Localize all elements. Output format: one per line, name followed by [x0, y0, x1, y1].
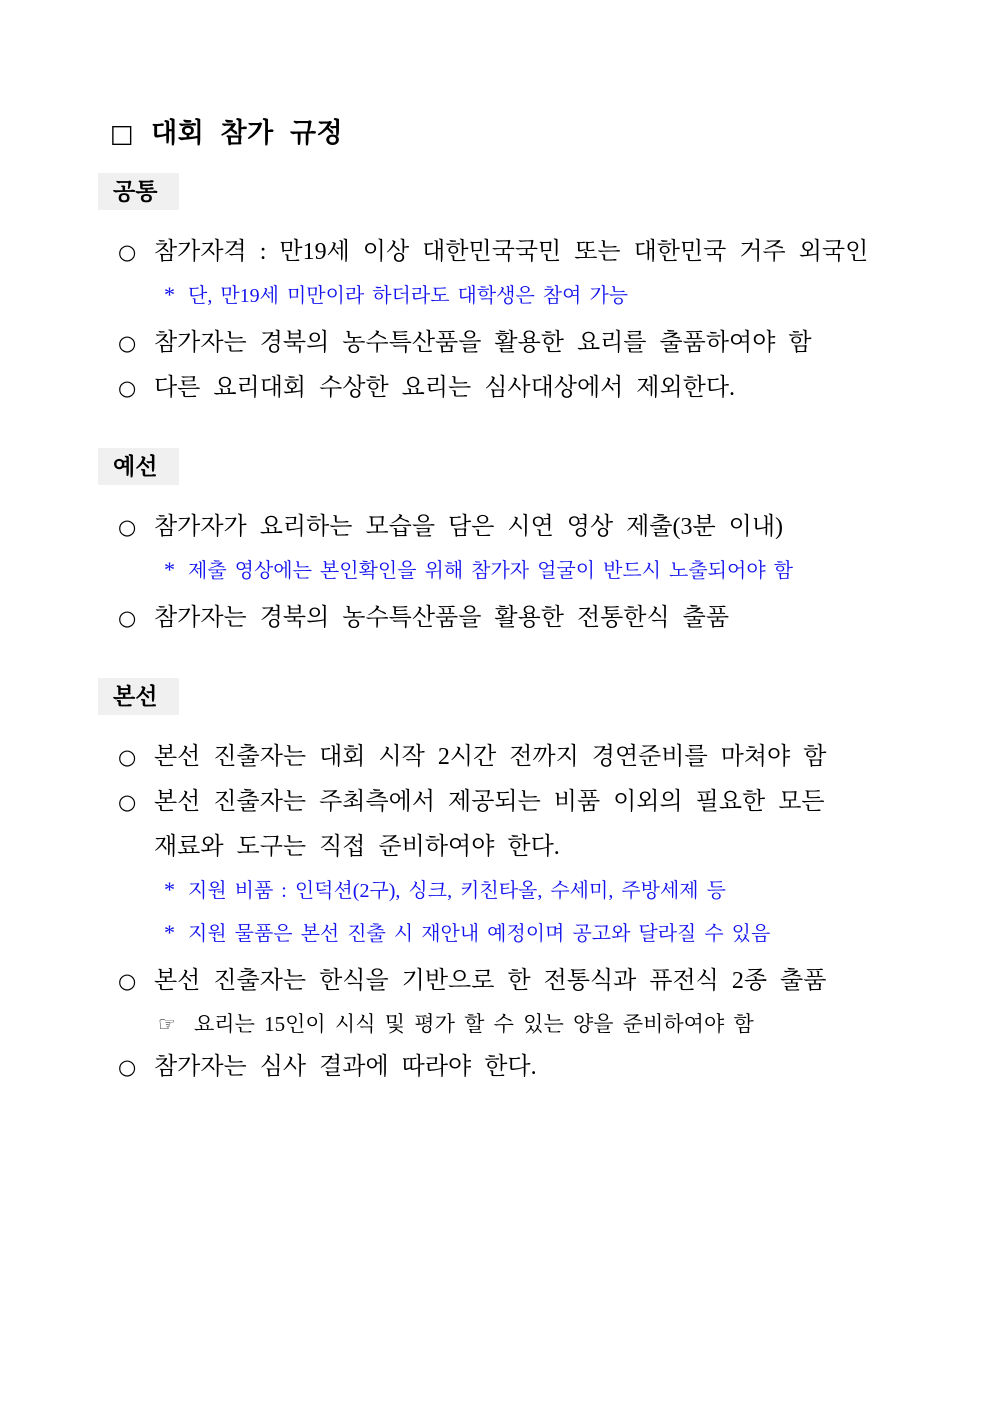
circle-bullet-icon: ○: [118, 606, 137, 630]
list-item: [98, 959, 912, 1004]
list-item-text: 본선 진출자는 대회 시작 2시간 전까지 경연준비를 마쳐야 함: [154, 744, 827, 770]
page-title: [110, 115, 912, 151]
list-item-line-2: 재료와 도구는 직접 준비하여야 한다.: [154, 834, 560, 860]
section-common-items: [98, 230, 912, 411]
circle-bullet-icon: ○: [118, 331, 137, 355]
list-item-text: 본선 진출자는 한식을 기반으로 한 전통식과 퓨전식 2종 출품: [154, 968, 827, 994]
list-item-text: 참가자격 : 만19세 이상 대한민국국민 또는 대한민국 거주 외국인: [154, 239, 869, 265]
circle-bullet-icon: ○: [118, 376, 137, 400]
asterisk-icon: *: [164, 282, 175, 307]
square-bullet-icon: □: [110, 118, 135, 148]
list-item: [98, 596, 912, 641]
list-item-text: 참가자는 경북의 농수특산품을 활용한 요리를 출품하여야 함: [154, 330, 812, 356]
list-item: [98, 735, 912, 780]
list-item-note: [98, 916, 912, 951]
note-text: 단, 만19세 미만이라 하더라도 대학생은 참여 가능: [188, 285, 629, 307]
list-item: [98, 1045, 912, 1090]
list-item: [98, 366, 912, 411]
note-text: 지원 비품 : 인덕션(2구), 싱크, 키친타올, 수세미, 주방세제 등: [188, 880, 726, 902]
section-label-final: 본선: [98, 678, 179, 715]
list-item: [98, 321, 912, 366]
asterisk-icon: *: [164, 557, 175, 582]
list-item-text: [154, 780, 825, 870]
list-item-pointer: [98, 1004, 912, 1045]
section-label-preliminary: 예선: [98, 448, 179, 485]
list-item: [98, 230, 912, 275]
note-text: 제출 영상에는 본인확인을 위해 참가자 얼굴이 반드시 노출되어야 함: [188, 560, 793, 582]
list-item-text: 참가자는 심사 결과에 따라야 한다.: [154, 1054, 537, 1080]
note-text: 지원 물품은 본선 진출 시 재안내 예정이며 공고와 달라질 수 있음: [188, 923, 771, 945]
circle-bullet-icon: ○: [118, 515, 137, 539]
asterisk-icon: *: [164, 920, 175, 945]
list-item-note: [98, 553, 912, 588]
list-item-text: 참가자가 요리하는 모습을 담은 시연 영상 제출(3분 이내): [154, 514, 784, 540]
pointer-text: 요리는 15인이 시식 및 평가 할 수 있는 양을 준비하여야 함: [194, 1012, 754, 1036]
asterisk-icon: *: [164, 877, 175, 902]
list-item: [98, 505, 912, 550]
list-item-text: 다른 요리대회 수상한 요리는 심사대상에서 제외한다.: [154, 375, 736, 401]
list-item-text: 참가자는 경북의 농수특산품을 활용한 전통한식 출품: [154, 605, 730, 631]
circle-bullet-icon: ○: [118, 1055, 137, 1079]
circle-bullet-icon: ○: [118, 240, 137, 264]
list-item: [98, 780, 912, 870]
section-label-common: 공통: [98, 173, 179, 210]
circle-bullet-icon: ○: [118, 745, 137, 769]
section-final-items: [98, 735, 912, 1090]
circle-bullet-icon: ○: [118, 790, 137, 814]
list-item-note: [98, 873, 912, 908]
section-preliminary-items: [98, 505, 912, 641]
page-title-text: 대회 참가 규정: [151, 118, 344, 148]
list-item-note: [98, 278, 912, 313]
pointing-hand-icon: ☞: [158, 1012, 176, 1036]
circle-bullet-icon: ○: [118, 969, 137, 993]
list-item-line-1: 본선 진출자는 주최측에서 제공되는 비품 이외의 필요한 모든: [154, 789, 825, 815]
